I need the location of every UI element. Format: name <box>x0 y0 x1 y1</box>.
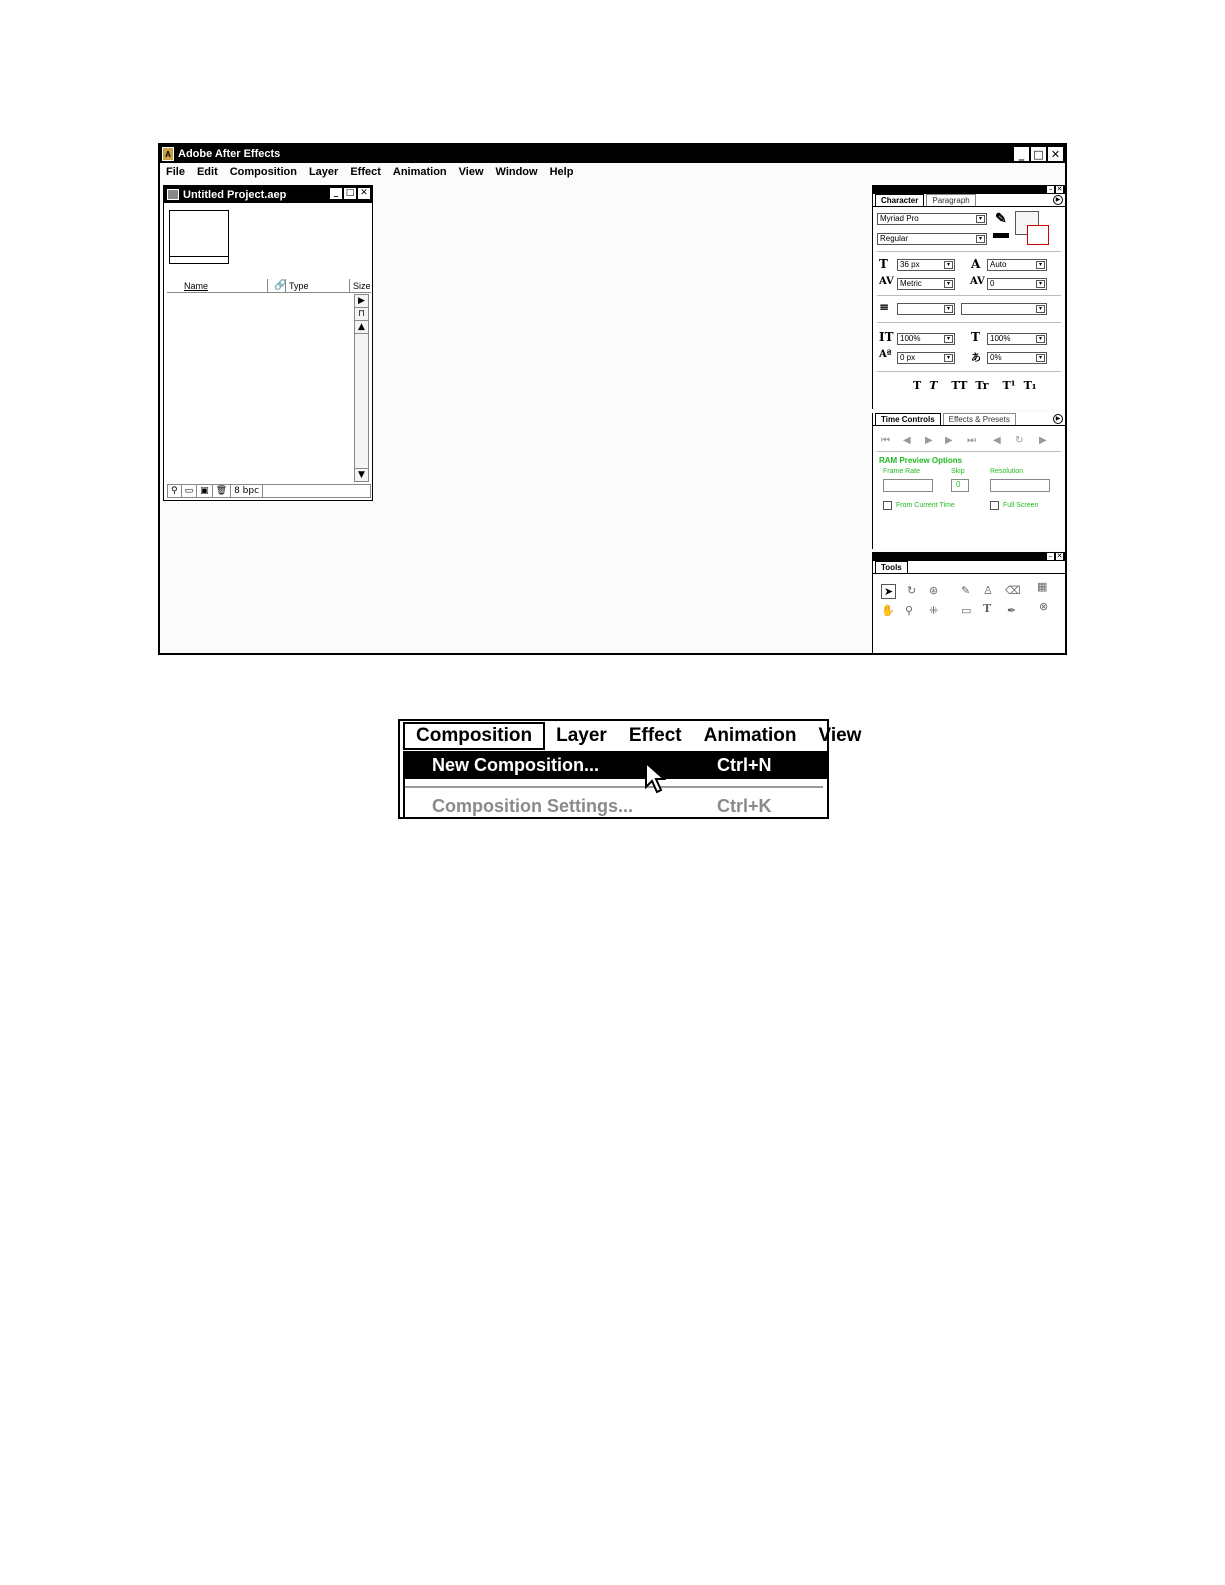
composition-settings-menu-item[interactable] <box>405 792 827 820</box>
minimize-button[interactable]: _ <box>1014 147 1029 161</box>
tools-tabs <box>873 561 1065 574</box>
mask-tool-icon[interactable]: ▭ <box>961 604 972 617</box>
menu-layer[interactable]: Layer <box>308 166 339 178</box>
project-close-button[interactable]: ✕ <box>358 188 370 199</box>
pan-behind-icon[interactable]: ⁜ <box>929 604 939 617</box>
flowchart-icon[interactable]: ⊓ <box>355 308 368 321</box>
find-icon[interactable]: ⚲ <box>168 485 182 497</box>
inset-menu-animation[interactable]: Animation <box>703 725 797 746</box>
composition-settings-label: Composition Settings... <box>432 795 633 816</box>
baseline-shift-icon: Aª <box>879 349 892 360</box>
tab-character[interactable]: Character <box>875 194 924 206</box>
vertical-scale-field[interactable]: 100% ▾ <box>897 333 955 345</box>
brush-tool-icon[interactable]: ✎ <box>961 584 971 597</box>
project-scrollbar[interactable] <box>354 294 369 482</box>
new-composition-label: New Composition... <box>432 754 600 775</box>
palette-menu-icon[interactable]: ▶ <box>1053 195 1063 205</box>
column-type[interactable]: Type <box>289 280 309 291</box>
inset-menu-bar <box>400 721 862 751</box>
zoom-tool-icon[interactable]: ⚲ <box>905 604 914 617</box>
font-style-select[interactable]: Regular ▾ <box>877 233 987 245</box>
scroll-up-icon[interactable]: ▲ <box>355 321 368 334</box>
time-controls-palette <box>872 413 1065 549</box>
black-swatch[interactable] <box>993 233 1009 238</box>
app-title: Adobe After Effects <box>178 148 281 160</box>
frame-rate-label: Frame Rate <box>883 468 920 475</box>
stroke-width-field[interactable]: ▾ <box>897 303 955 315</box>
link-icon: 🔗 <box>274 280 287 291</box>
clone-stamp-icon[interactable]: ♙ <box>983 584 993 597</box>
project-thumbnail <box>169 210 229 264</box>
tab-time-controls[interactable]: Time Controls <box>875 413 941 425</box>
app-logo-icon: A <box>162 147 174 161</box>
from-current-time-checkbox[interactable] <box>883 501 892 510</box>
text-style-buttons <box>913 379 1037 392</box>
menu-edit[interactable]: Edit <box>196 166 218 178</box>
tsume-icon: あ <box>971 353 981 364</box>
hand-tool-icon[interactable]: ✋ <box>881 604 895 617</box>
menu-window[interactable]: Window <box>495 166 538 178</box>
tools-palette: – ✕ Tools ➤ ↻ ⊛ ✎ ♙ ⌫ ▦ ✋ ⚲ ⁜ ▭ T ✒ ⊗ <box>872 552 1065 653</box>
time-controls-tabs <box>873 413 1065 426</box>
superscript-button[interactable]: T¹ <box>1002 379 1016 392</box>
project-titlebar[interactable] <box>164 186 372 203</box>
project-panel <box>163 185 373 501</box>
from-current-time-label: From Current Time <box>896 502 955 509</box>
menu-composition[interactable]: Composition <box>229 166 297 178</box>
play-icon[interactable]: ▶ <box>925 435 933 446</box>
pen-tool-icon[interactable]: ✒ <box>1007 604 1017 617</box>
last-frame-icon[interactable]: ⏭ <box>967 435 976 446</box>
character-palette: – ✕ Character Paragraph ▶ Myriad Pro ▾ Regular ▾ ✎ T 36 px ▾ A Auto ▾ AV Metric ▾ AV 0 ▾ ≡ ▾ ▾ IT 100% ▾ T 100% ▾ Aª 0 px ▾ あ 0% ▾ T T TT Tr T¹ T₁ <box>872 185 1065 409</box>
project-maximize-button[interactable]: □ <box>345 188 355 198</box>
play-arrow-icon[interactable]: ▶ <box>355 295 368 308</box>
scroll-down-icon[interactable]: ▼ <box>355 468 368 481</box>
mouse-cursor-icon <box>644 761 666 795</box>
eraser-tool-icon[interactable]: ⌫ <box>1005 584 1021 597</box>
tab-tools[interactable]: Tools <box>875 561 908 573</box>
column-name[interactable]: Name <box>184 280 209 291</box>
after-effects-window <box>158 143 1067 655</box>
first-frame-icon[interactable]: ⏮ <box>881 435 890 446</box>
kerning-icon: AV <box>879 276 894 287</box>
full-screen-checkbox[interactable] <box>990 501 999 510</box>
font-family-select[interactable]: Myriad Pro ▾ <box>877 213 987 225</box>
subscript-button[interactable]: T₁ <box>1023 379 1037 392</box>
column-size[interactable]: Size <box>353 280 371 291</box>
bpc-button[interactable]: 8 bpc <box>231 485 263 497</box>
new-comp-icon[interactable]: ▣ <box>197 485 213 497</box>
full-screen-label: Full Screen <box>1003 502 1039 509</box>
menu-help[interactable]: Help <box>549 166 574 178</box>
horizontal-scale-icon: T <box>971 330 980 344</box>
stroke-style-select[interactable]: ▾ <box>961 303 1047 315</box>
workspace-icon[interactable]: ▦ <box>1037 580 1048 593</box>
eyedropper-icon[interactable]: ✎ <box>995 211 1007 227</box>
tsume-field[interactable]: 0% ▾ <box>987 352 1047 364</box>
trash-icon[interactable]: 🗑 <box>213 485 231 497</box>
leading-icon: A <box>971 257 981 271</box>
resolution-label: Resolution <box>990 468 1024 475</box>
loop-icon[interactable]: ↻ <box>1015 435 1024 446</box>
stroke-color-swatch[interactable] <box>1027 225 1049 245</box>
leading-field[interactable]: Auto ▾ <box>987 259 1047 271</box>
rotation-tool-icon[interactable]: ↻ <box>907 584 917 597</box>
axis-icon[interactable]: ⊗ <box>1039 600 1049 613</box>
small-caps-button[interactable]: Tr <box>975 379 989 392</box>
tracking-icon: AV <box>970 276 985 287</box>
frame-rate-select[interactable] <box>883 479 933 492</box>
composition-settings-shortcut: Ctrl+K <box>717 795 772 816</box>
new-composition-menu-item[interactable] <box>405 751 827 779</box>
tab-effects-presets[interactable]: Effects & Presets <box>943 413 1016 425</box>
audio-icon[interactable]: ◀ <box>993 435 1001 446</box>
kerning-field[interactable]: Metric ▾ <box>897 278 955 290</box>
menu-divider <box>405 786 823 788</box>
project-footer <box>167 484 371 498</box>
faux-italic-button[interactable]: T <box>929 379 938 392</box>
menu-view[interactable]: View <box>458 166 484 178</box>
selection-tool-icon[interactable]: ➤ <box>881 584 896 599</box>
project-column-header <box>167 279 371 293</box>
new-composition-shortcut: Ctrl+N <box>717 754 772 775</box>
all-caps-button[interactable]: TT <box>951 379 968 392</box>
inset-menu-effect[interactable]: Effect <box>628 725 682 746</box>
faux-bold-button[interactable]: T <box>913 379 922 392</box>
inset-menu-view[interactable]: View <box>818 725 862 746</box>
maximize-button[interactable]: □ <box>1031 147 1046 161</box>
menu-file[interactable]: File <box>166 166 185 178</box>
ram-preview-icon[interactable]: ▶ <box>1039 435 1047 446</box>
menu-animation[interactable]: Animation <box>392 166 447 178</box>
project-title: Untitled Project.aep <box>183 188 287 201</box>
tracking-field[interactable]: 0 ▾ <box>987 278 1047 290</box>
app-titlebar <box>160 145 1065 163</box>
skip-field[interactable]: 0 <box>951 479 969 492</box>
horizontal-scale-field[interactable]: 100% ▾ <box>987 333 1047 345</box>
font-size-icon: T <box>879 257 888 271</box>
vertical-scale-icon: IT <box>879 330 894 344</box>
camera-tool-icon[interactable]: ⊛ <box>929 584 939 597</box>
new-folder-icon[interactable]: ▭ <box>182 485 198 497</box>
palette-menu-icon[interactable]: ▶ <box>1053 414 1063 424</box>
baseline-shift-field[interactable]: 0 px ▾ <box>897 352 955 364</box>
stroke-width-icon: ≡ <box>879 300 890 314</box>
next-frame-icon[interactable]: ▶ <box>945 435 953 446</box>
tab-paragraph[interactable]: Paragraph <box>926 194 975 206</box>
character-tabs <box>873 194 1065 207</box>
project-icon <box>167 189 179 200</box>
font-size-field[interactable]: 36 px ▾ <box>897 259 955 271</box>
inset-menu-layer[interactable]: Layer <box>556 725 607 746</box>
zoomed-menu-inset <box>398 719 862 819</box>
resolution-select[interactable] <box>990 479 1050 492</box>
ram-preview-title: RAM Preview Options <box>879 456 963 465</box>
menu-bar <box>160 163 1065 181</box>
skip-label: Skip <box>951 468 965 475</box>
previous-frame-icon[interactable]: ◀ <box>903 435 911 446</box>
close-button[interactable]: ✕ <box>1048 147 1063 161</box>
inset-menu-composition[interactable]: Composition <box>403 722 545 750</box>
menu-effect[interactable]: Effect <box>350 166 381 178</box>
type-tool-icon[interactable]: T <box>983 602 992 615</box>
project-minimize-button[interactable]: _ <box>330 188 342 199</box>
